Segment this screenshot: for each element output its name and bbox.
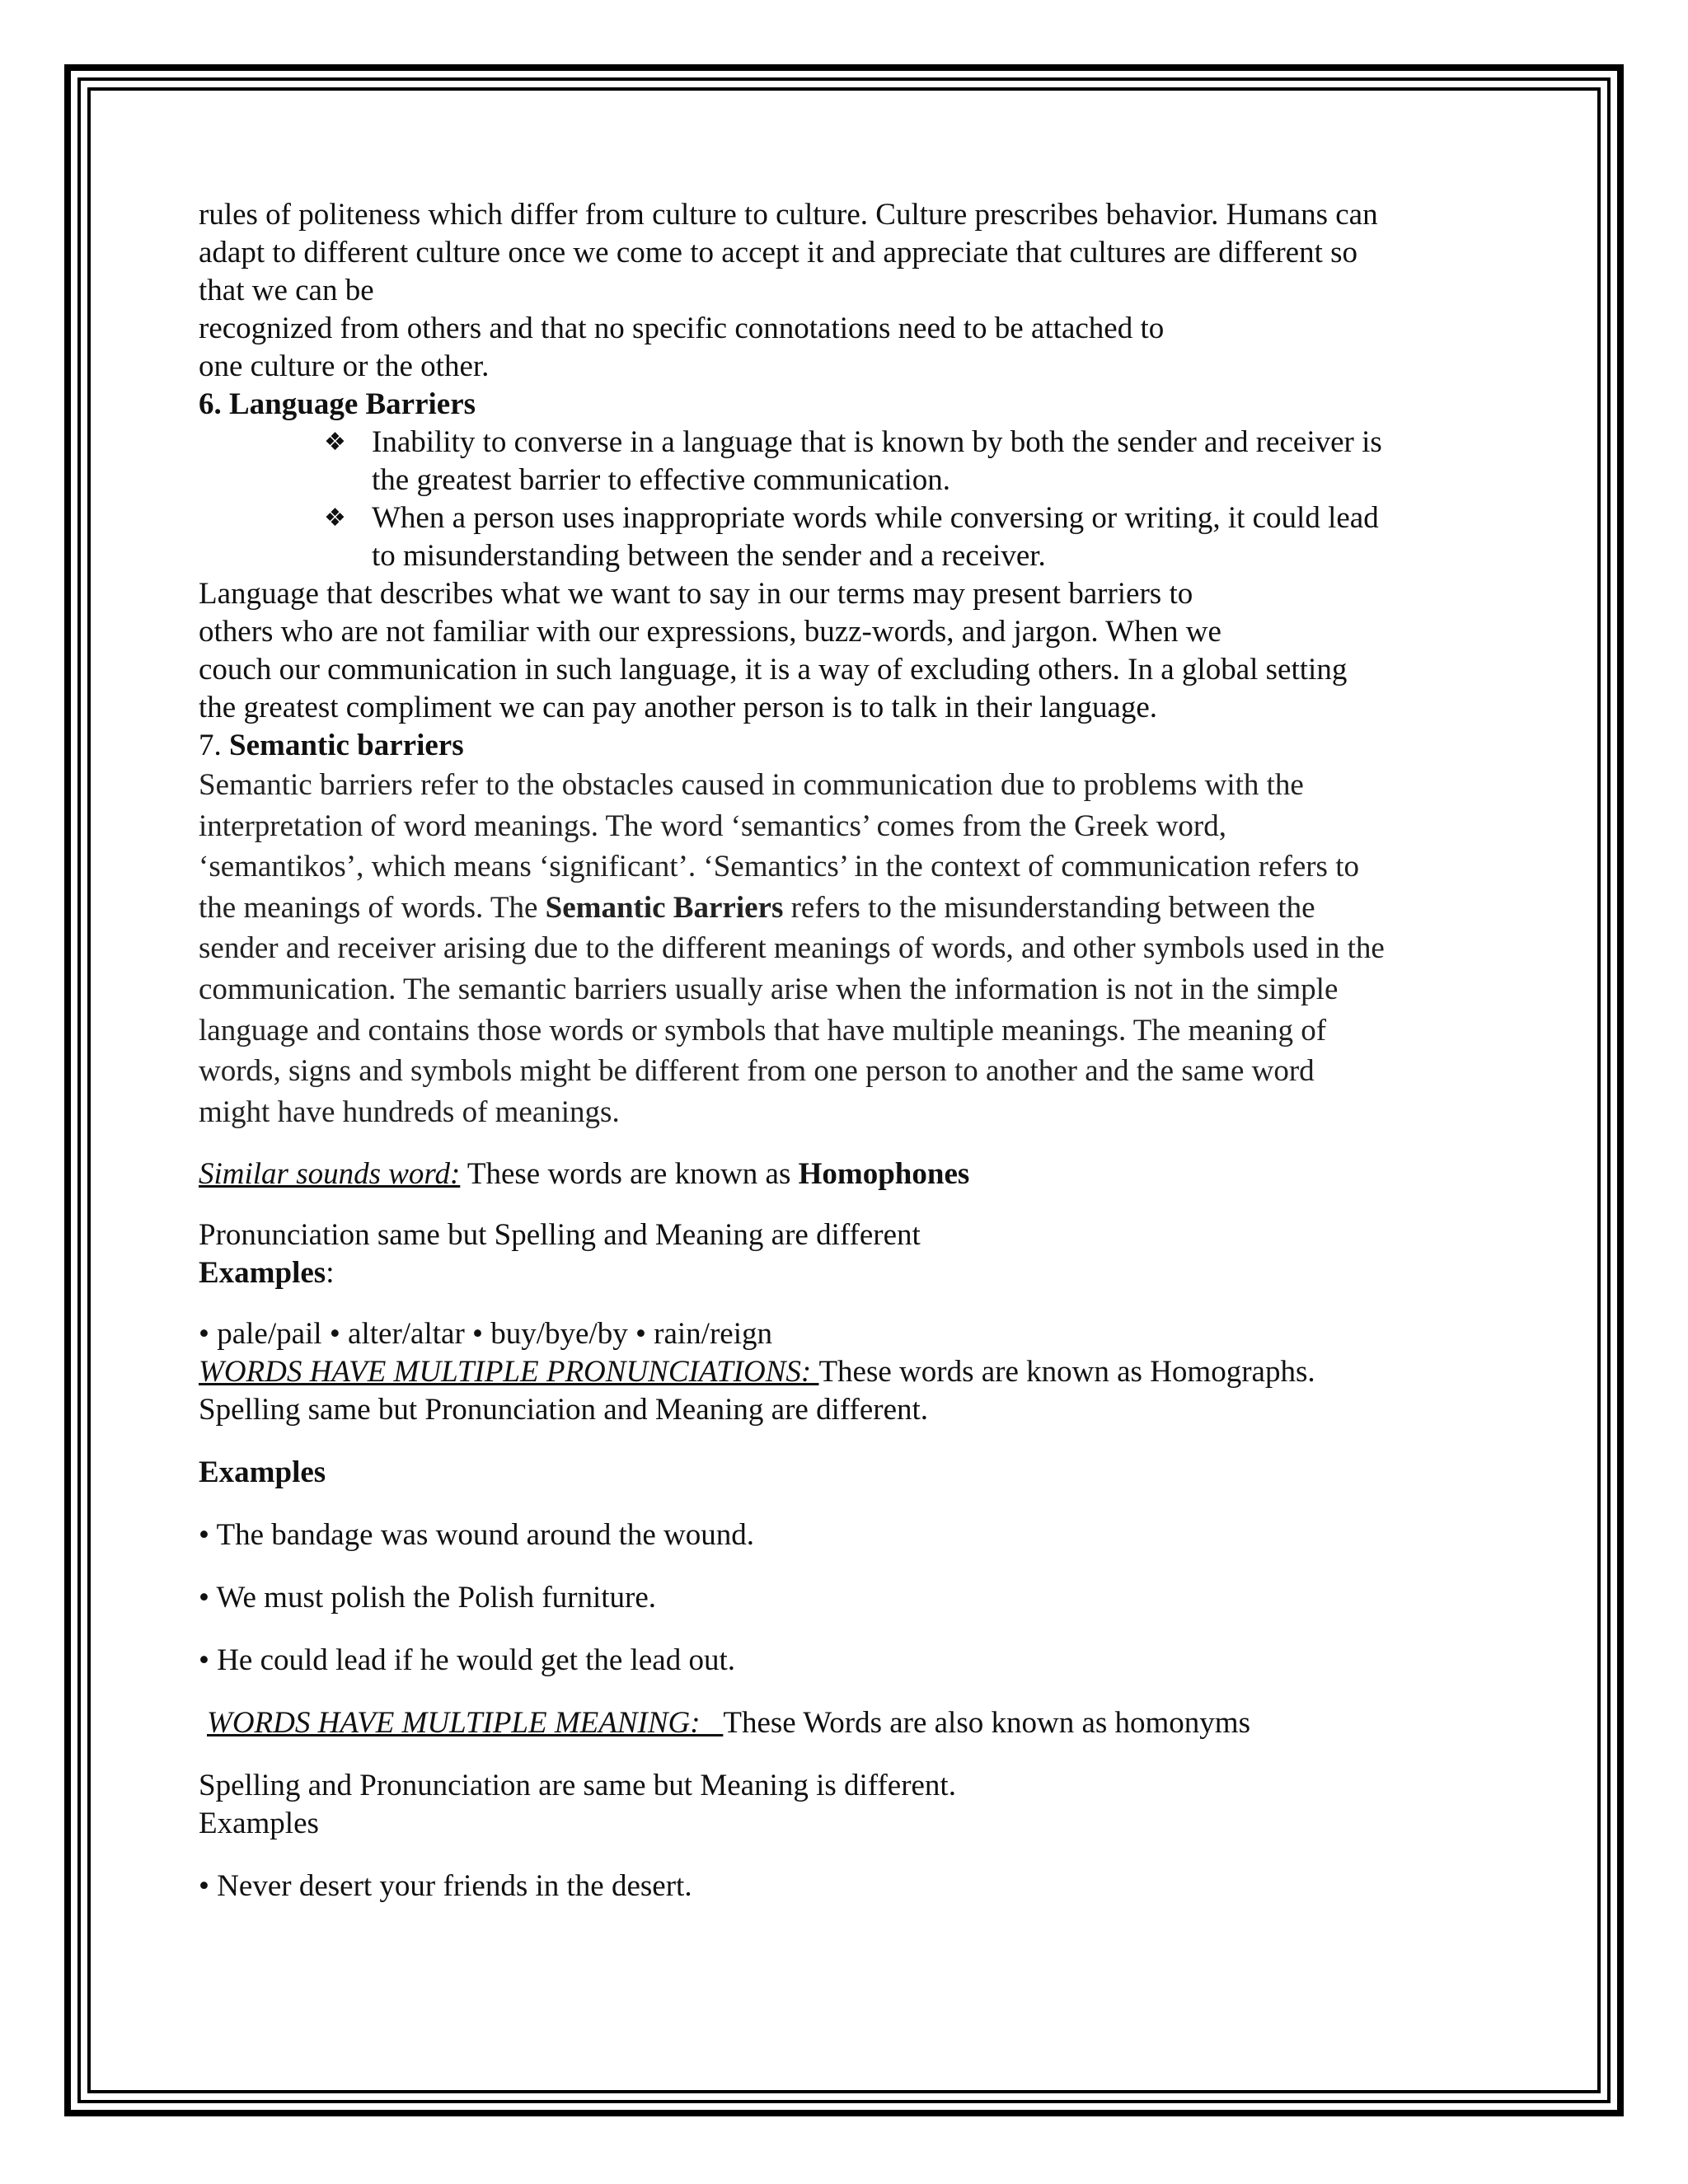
text-line: When a person uses inappropriate words while conversing or writing, it could lead	[372, 501, 1379, 535]
homophones-examples-heading	[199, 1254, 1501, 1292]
text-line: couch our communication in such language, it is a way of excluding others. In a global setting	[199, 653, 1348, 687]
list-item: • The bandage was wound around the wound.	[199, 1518, 755, 1553]
text-span: refers to the misunderstanding between the	[783, 890, 1315, 925]
text-span: the meanings of words. The	[199, 890, 546, 925]
list-item	[199, 499, 1501, 575]
text-line: the greatest compliment we can pay another person is to talk in their language.	[199, 691, 1158, 724]
homophones-definition: Pronunciation same but Spelling and Meaning are different	[199, 1218, 921, 1253]
section-7-heading	[199, 727, 1501, 765]
section-title: Semantic barriers	[229, 729, 464, 762]
document-body	[199, 196, 1501, 1905]
text-line: adapt to different culture once we come to accept it and appreciate that cultures are different so	[199, 236, 1358, 269]
text-line: words, signs and symbols might be different from one person to another and the same word	[199, 1054, 1315, 1089]
text-line: Language that describes what we want to say in our terms may present barriers to	[199, 577, 1193, 611]
bold-term: Semantic Barriers	[545, 890, 784, 925]
diamond-bullet-icon: ❖	[324, 428, 346, 457]
text-line: one culture or the other.	[199, 349, 490, 383]
bold-term: Examples	[199, 1256, 326, 1291]
text-span: These words are known as Homographs.	[818, 1355, 1315, 1390]
semantic-paragraph	[199, 765, 1501, 1132]
list-item	[199, 424, 1501, 499]
text-line: the greatest barrier to effective communication.	[372, 463, 951, 497]
text-span: These Words are also known as homonyms	[723, 1706, 1250, 1741]
text-line: language and contains those words or symbols that have multiple meanings. The meaning of	[199, 1013, 1327, 1047]
text-line: Semantic barriers refer to the obstacles caused in communication due to problems with the	[199, 768, 1304, 802]
text-line: might have hundreds of meanings.	[199, 1094, 620, 1129]
text-line: others who are not familiar with our expressions, buzz-words, and jargon. When we	[199, 615, 1221, 649]
text-line: that we can be	[199, 274, 374, 307]
homonyms-label: WORDS HAVE MULTIPLE MEANING:	[207, 1706, 724, 1741]
text-line: ‘semantikos’, which means ‘significant’. ‘Semantics’ in the context of communication refers to	[199, 850, 1359, 884]
homophones-examples: • pale/pail • alter/altar • buy/bye/by • rain/reign	[199, 1317, 772, 1352]
text-line: communication. The semantic barriers usually arise when the information is not in the simple	[199, 972, 1339, 1006]
intro-paragraph	[199, 196, 1501, 386]
diamond-bullet-icon: ❖	[324, 504, 346, 532]
language-barrier-bullets	[199, 424, 1501, 575]
list-item: • Never desert your friends in the desert.	[199, 1869, 692, 1904]
homonyms-intro	[199, 1704, 1501, 1742]
text-line: rules of politeness which differ from culture to culture. Culture prescribes behavior. Humans can	[199, 198, 1378, 232]
homographs-definition: Spelling same but Pronunciation and Meaning are different.	[199, 1393, 929, 1427]
language-paragraph	[199, 575, 1501, 727]
section-number: 7	[199, 729, 214, 762]
homographs-examples-heading: Examples	[199, 1455, 326, 1490]
homophones-label: Similar sounds word:	[199, 1157, 461, 1192]
homophones-intro	[199, 1155, 1501, 1193]
text-line: sender and receiver arising due to the different meanings of words, and other symbols used in the	[199, 931, 1385, 966]
text-span: These words are known as	[460, 1157, 799, 1192]
section-6-heading: 6. Language Barriers	[199, 387, 476, 421]
bold-term: Homophones	[798, 1157, 970, 1192]
homographs-label: WORDS HAVE MULTIPLE PRONUNCIATIONS:	[199, 1355, 819, 1390]
homonyms-examples-heading: Examples	[199, 1807, 319, 1841]
homographs-intro	[199, 1353, 1501, 1391]
homonyms-definition: Spelling and Pronunciation are same but Meaning is different.	[199, 1769, 956, 1803]
text-line: recognized from others and that no specific connotations need to be attached to	[199, 312, 1165, 345]
list-item: • We must polish the Polish furniture.	[199, 1581, 657, 1615]
list-item: • He could lead if he would get the lead out.	[199, 1643, 736, 1678]
text-span: :	[326, 1256, 335, 1291]
text-line: to misunderstanding between the sender and a receiver.	[372, 539, 1046, 573]
text-line	[199, 888, 1501, 929]
heading-separator: .	[213, 729, 229, 762]
text-line: Inability to converse in a language that is known by both the sender and receiver is	[372, 425, 1382, 459]
text-line: interpretation of word meanings. The word ‘semantics’ comes from the Greek word,	[199, 808, 1226, 843]
